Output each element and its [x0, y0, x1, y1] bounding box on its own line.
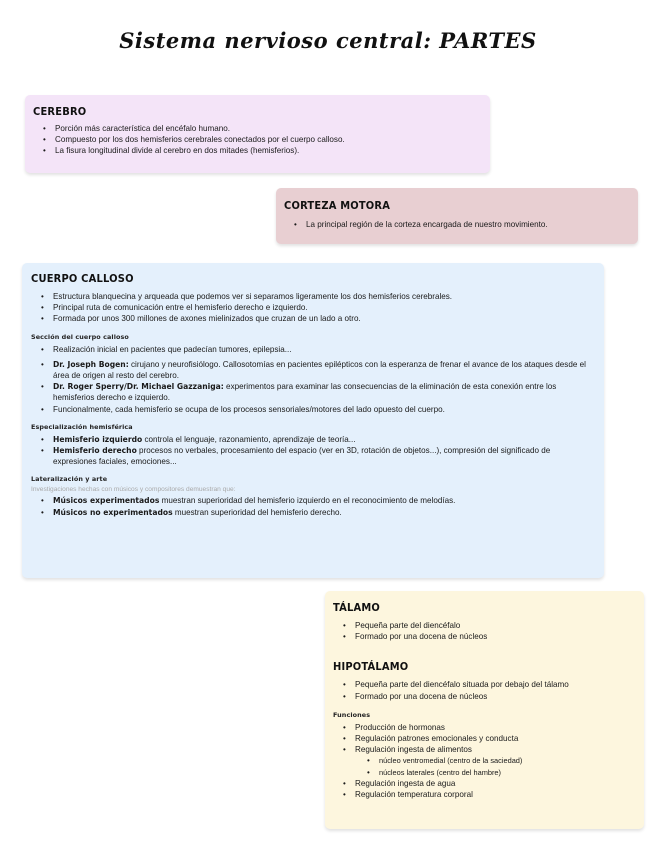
list-item: • La fisura longitudinal divide al cerebro en dos mitades (hemisferios).: [55, 145, 482, 156]
bogen-name: Dr. Joseph Bogen:: [53, 359, 129, 369]
talamo-heading: TÁLAMO: [333, 601, 380, 614]
calloso-heading: CUERPO CALLOSO: [31, 272, 134, 285]
list-item: • Regulación temperatura corporal: [355, 789, 637, 800]
hemisferio-izq-text: controla el lenguaje, razonamiento, aprendizaje de teoría...: [142, 434, 356, 444]
list-item: • Formado por una docena de núcleos: [355, 631, 637, 642]
cuerpo-calloso-card: [22, 263, 604, 578]
sperry-text: experimentos para examinar las consecuencias de la eliminación de esta conexión entre los hemisferios derecho e izquierdo.: [53, 382, 557, 403]
list-item: • Producción de hormonas: [355, 722, 637, 733]
list-item: [53, 495, 596, 506]
page-title: Sistema nervioso central: PARTES: [119, 28, 537, 53]
cerebro-list: [33, 123, 482, 157]
bogen-text: cirujano y neurofisiólogo. Callosotomías en pacientes epilépticos con la esperanza de frenar el avance de los ataques desde el área de origen al resto del cerebro.: [53, 359, 586, 381]
calloso-list: [31, 291, 596, 325]
hipotalamo-list: [333, 679, 637, 701]
sperry-name: Dr. Roger Sperry/Dr. Michael Gazzaniga:: [53, 382, 224, 392]
lateralizacion-note: Investigaciones hechas con músicos y compositores demuestran que:: [31, 486, 236, 494]
funciones-list-2: [333, 778, 637, 800]
seccion-list-2: [31, 359, 596, 415]
talamo-hipotalamo-card: [325, 591, 644, 829]
list-item: • Formado por una docena de núcleos: [355, 691, 637, 702]
list-item: • Formada por unos 300 millones de axones mielinizados que cruzan de un lado a otro.: [53, 313, 596, 324]
musicos-noexp-text: muestran superioridad del hemisferio derecho.: [172, 507, 342, 517]
list-item: • Pequeña parte del diencéfalo: [355, 620, 637, 631]
list-item: • núcleo ventromedial (centro de la saciedad): [379, 755, 637, 766]
lateralizacion-list: [31, 495, 596, 517]
list-item: • Realización inicial en pacientes que padecían tumores, epilepsia...: [53, 344, 596, 355]
corteza-list: [284, 219, 631, 230]
hemisferio-izq-name: Hemisferio izquierdo: [53, 434, 143, 444]
especializacion-subheading: Especialización hemisférica: [31, 422, 133, 431]
especializacion-list: [31, 434, 596, 468]
list-item: [53, 507, 596, 518]
list-item: • Estructura blanquecina y arqueada que podemos ver si separamos ligeramente los dos hemisferios cerebrales.: [53, 291, 596, 302]
corteza-motora-card: [276, 188, 638, 244]
seccion-list: [31, 344, 596, 355]
hemisferio-der-text: procesos no verbales, procesamiento del espacio (ver en 3D, rotación de objetos...), compresión del significado de expresiones faciales, emociones...: [53, 446, 551, 467]
musicos-exp-name: Músicos experimentados: [53, 496, 160, 506]
list-item: • Funcionalmente, cada hemisferio se ocupa de los procesos sensoriales/motores del lado opuesto del cuerpo.: [53, 404, 596, 415]
list-item: • La principal región de la corteza encargada de nuestro movimiento.: [306, 219, 631, 230]
hipotalamo-heading: HIPOTÁLAMO: [333, 660, 409, 674]
list-item: [53, 381, 596, 403]
list-item: • Pequeña parte del diencéfalo situada por debajo del tálamo: [355, 679, 637, 690]
funciones-list: [333, 722, 637, 756]
corteza-heading: CORTEZA MOTORA: [284, 199, 391, 212]
list-item: • Principal ruta de comunicación entre el hemisferio derecho e izquierdo.: [53, 302, 596, 313]
lateralizacion-subheading: Lateralización y arte: [31, 475, 108, 484]
list-item: • núcleos laterales (centro del hambre): [379, 767, 637, 778]
list-item: [53, 445, 596, 467]
seccion-subheading: Sección del cuerpo calloso: [31, 332, 129, 341]
funciones-subheading: Funciones: [333, 710, 371, 719]
musicos-exp-text: muestran superioridad del hemisferio izquierdo en el reconocimiento de melodías.: [159, 496, 456, 506]
list-item: • Regulación patrones emocionales y conducta: [355, 733, 637, 744]
list-item: • Compuesto por los dos hemisferios cerebrales conectados por el cuerpo calloso.: [55, 134, 482, 145]
list-item: [53, 359, 596, 381]
list-item: • Porción más característica del encéfalo humano.: [55, 123, 482, 134]
list-item: • Regulación ingesta de alimentos: [355, 744, 637, 755]
list-item: • Regulación ingesta de agua: [355, 778, 637, 789]
funciones-sublist: [333, 755, 637, 777]
list-item: [53, 434, 596, 445]
cerebro-heading: CEREBRO: [33, 105, 87, 118]
hemisferio-der-name: Hemisferio derecho: [53, 446, 137, 456]
cerebro-card: [25, 95, 490, 173]
talamo-list: [333, 620, 637, 642]
musicos-noexp-name: Músicos no experimentados: [53, 507, 173, 517]
